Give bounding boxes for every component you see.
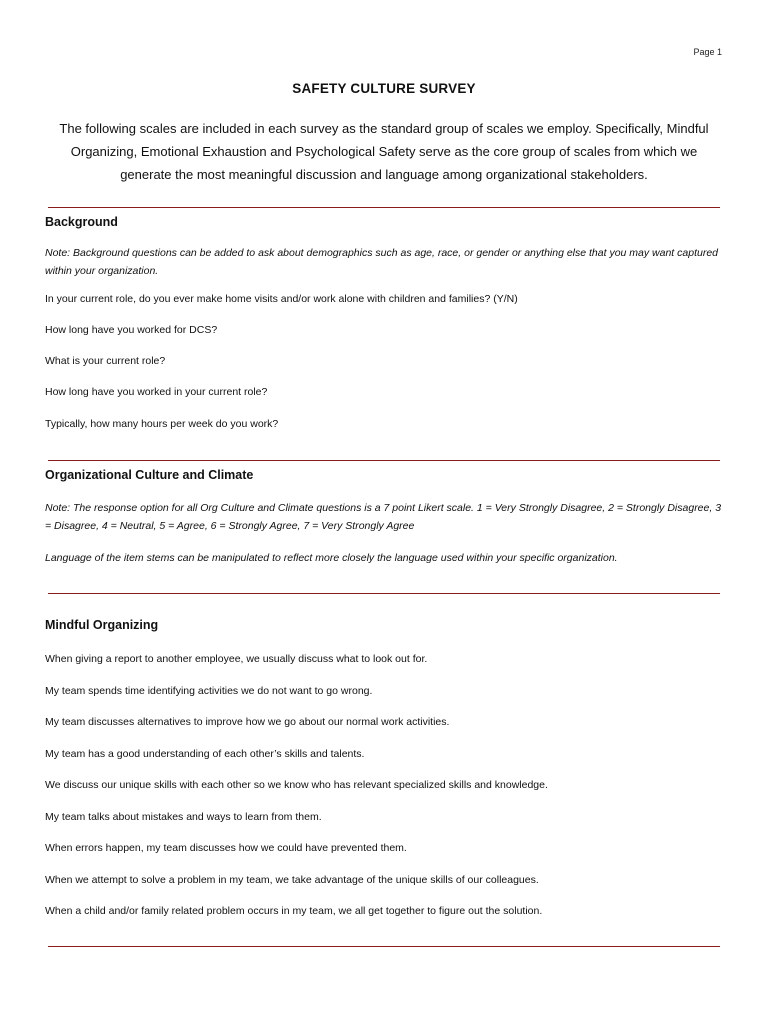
survey-item: When we attempt to solve a problem in my team, we take advantage of the unique skills of our colleagues. (45, 874, 539, 886)
likert-scale-note: Note: The response option for all Org Culture and Climate questions is a 7 point Likert scale. 1 = Very Strongly Disagree, 2 = Strongly Disagree, 3 = Disagree, 4 = Neutral, 5 = Agree, 6 = Strongly Agree, 7 = Very Strongly Agree (45, 502, 722, 532)
survey-item: When errors happen, my team discusses how we could have prevented them. (45, 842, 407, 854)
background-question: How long have you worked in your current role? (45, 386, 268, 398)
section-divider (48, 460, 720, 461)
background-heading: Background (45, 215, 118, 229)
section-divider (48, 207, 720, 208)
background-question: How long have you worked for DCS? (45, 324, 218, 336)
survey-item: When giving a report to another employee, we usually discuss what to look out for. (45, 653, 428, 665)
survey-item: When a child and/or family related problem occurs in my team, we all get together to figure out the solution. (45, 905, 543, 917)
background-note: Note: Background questions can be added to ask about demographics such as age, race, or gender or anything else that you may want captured within your organization. (45, 247, 719, 277)
mindful-organizing-heading: Mindful Organizing (45, 618, 159, 632)
background-question: Typically, how many hours per week do you work? (45, 418, 279, 430)
survey-item: My team talks about mistakes and ways to learn from them. (45, 811, 322, 823)
survey-item: We discuss our unique skills with each other so we know who has relevant specialized skills and knowledge. (45, 779, 548, 791)
page-number: Page 1 (693, 47, 722, 57)
org-culture-heading: Organizational Culture and Climate (45, 468, 254, 482)
section-divider (48, 946, 720, 947)
background-question: What is your current role? (45, 355, 166, 367)
background-question: In your current role, do you ever make home visits and/or work alone with children and families? (Y/N) (45, 293, 518, 305)
language-note: Language of the item stems can be manipulated to reflect more closely the language used within your specific organization. (45, 552, 618, 564)
page-title: SAFETY CULTURE SURVEY (292, 81, 476, 96)
survey-item: My team discusses alternatives to improve how we go about our normal work activities. (45, 716, 450, 728)
section-divider (48, 593, 720, 594)
intro-paragraph: The following scales are included in each survey as the standard group of scales we employ. Specifically, Mindful Organizing, Emotional Exhaustion and Psychological Safety serve as the core group of scales from which we generate the most meaningful discussion and language among organizational stakeholders. (59, 121, 709, 182)
survey-item: My team spends time identifying activities we do not want to go wrong. (45, 685, 373, 697)
survey-item: My team has a good understanding of each other’s skills and talents. (45, 748, 365, 760)
